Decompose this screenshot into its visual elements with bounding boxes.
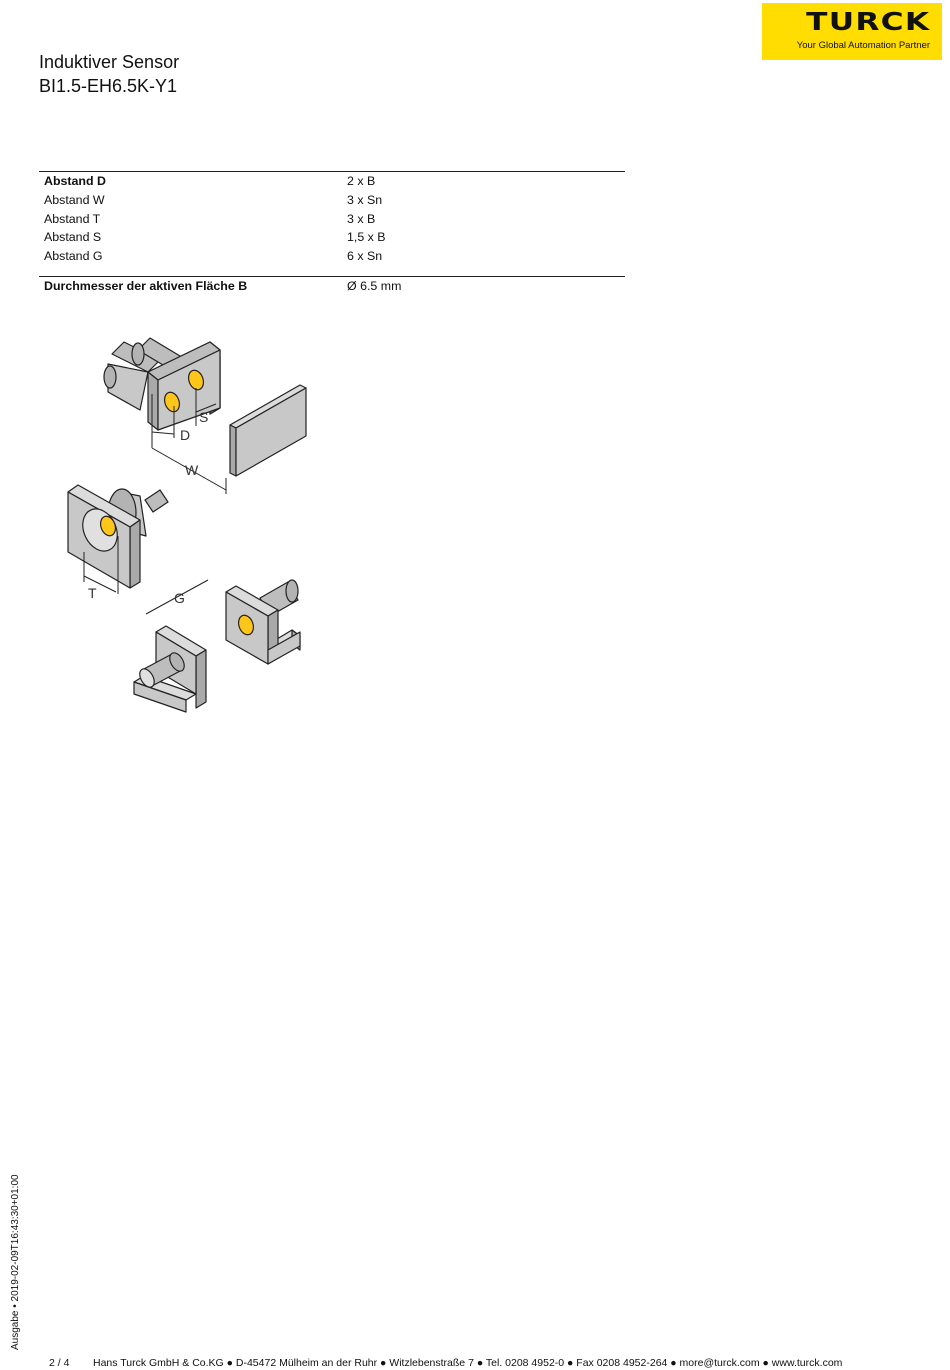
dimension-label-s: S <box>199 409 209 425</box>
dimension-label-w: W <box>185 462 199 478</box>
spec-value: Ø 6.5 mm <box>347 278 402 293</box>
table-row <box>39 210 625 229</box>
mounting-distance-diagram <box>60 330 340 730</box>
target-plate <box>230 385 306 476</box>
company-info: Hans Turck GmbH & Co.KG ● D-45472 Mülheim an der Ruhr ● Witzlebenstraße 7 ● Tel. 0208 4952-0 ● Fax 0208 4952-264 ● more@turck.com ● www.turck.com <box>93 1357 843 1369</box>
spec-table <box>39 171 625 296</box>
page-footer <box>49 1357 842 1369</box>
page-title <box>39 50 179 98</box>
page-number: 2 / 4 <box>49 1357 70 1369</box>
opposed-sensor-bottom <box>134 626 206 712</box>
table-row <box>39 247 625 266</box>
table-row <box>39 228 625 247</box>
spec-label: Abstand G <box>44 249 103 264</box>
logo-tagline: Your Global Automation Partner <box>796 40 930 51</box>
turck-logo <box>762 3 942 60</box>
table-row <box>39 172 625 191</box>
product-code: BI1.5-EH6.5K-Y1 <box>39 76 178 96</box>
product-type: Induktiver Sensor <box>39 52 180 72</box>
issue-date: Ausgabe • 2019-02-09T16:43:30+01:00 <box>10 1174 21 1350</box>
dimension-label-d: D <box>180 427 191 443</box>
spec-value: 3 x B <box>347 211 376 226</box>
spec-value: 6 x Sn <box>347 249 383 264</box>
spec-label: Abstand D <box>44 174 106 188</box>
spec-value: 1,5 x B <box>347 230 386 245</box>
dimension-label-t: T <box>88 585 97 601</box>
spec-label: Abstand S <box>44 230 102 245</box>
dimension-label-g: G <box>174 590 185 606</box>
table-row <box>39 277 625 296</box>
opposed-sensor-right <box>226 580 300 664</box>
spec-label: Durchmesser der aktiven Fläche B <box>44 278 248 293</box>
spec-label: Abstand T <box>44 211 101 226</box>
spec-value: 3 x Sn <box>347 192 383 207</box>
spec-value: 2 x B <box>347 174 376 188</box>
logo-wordmark: TURCK <box>805 7 930 36</box>
table-row <box>39 191 625 210</box>
spec-label: Abstand W <box>44 192 105 207</box>
